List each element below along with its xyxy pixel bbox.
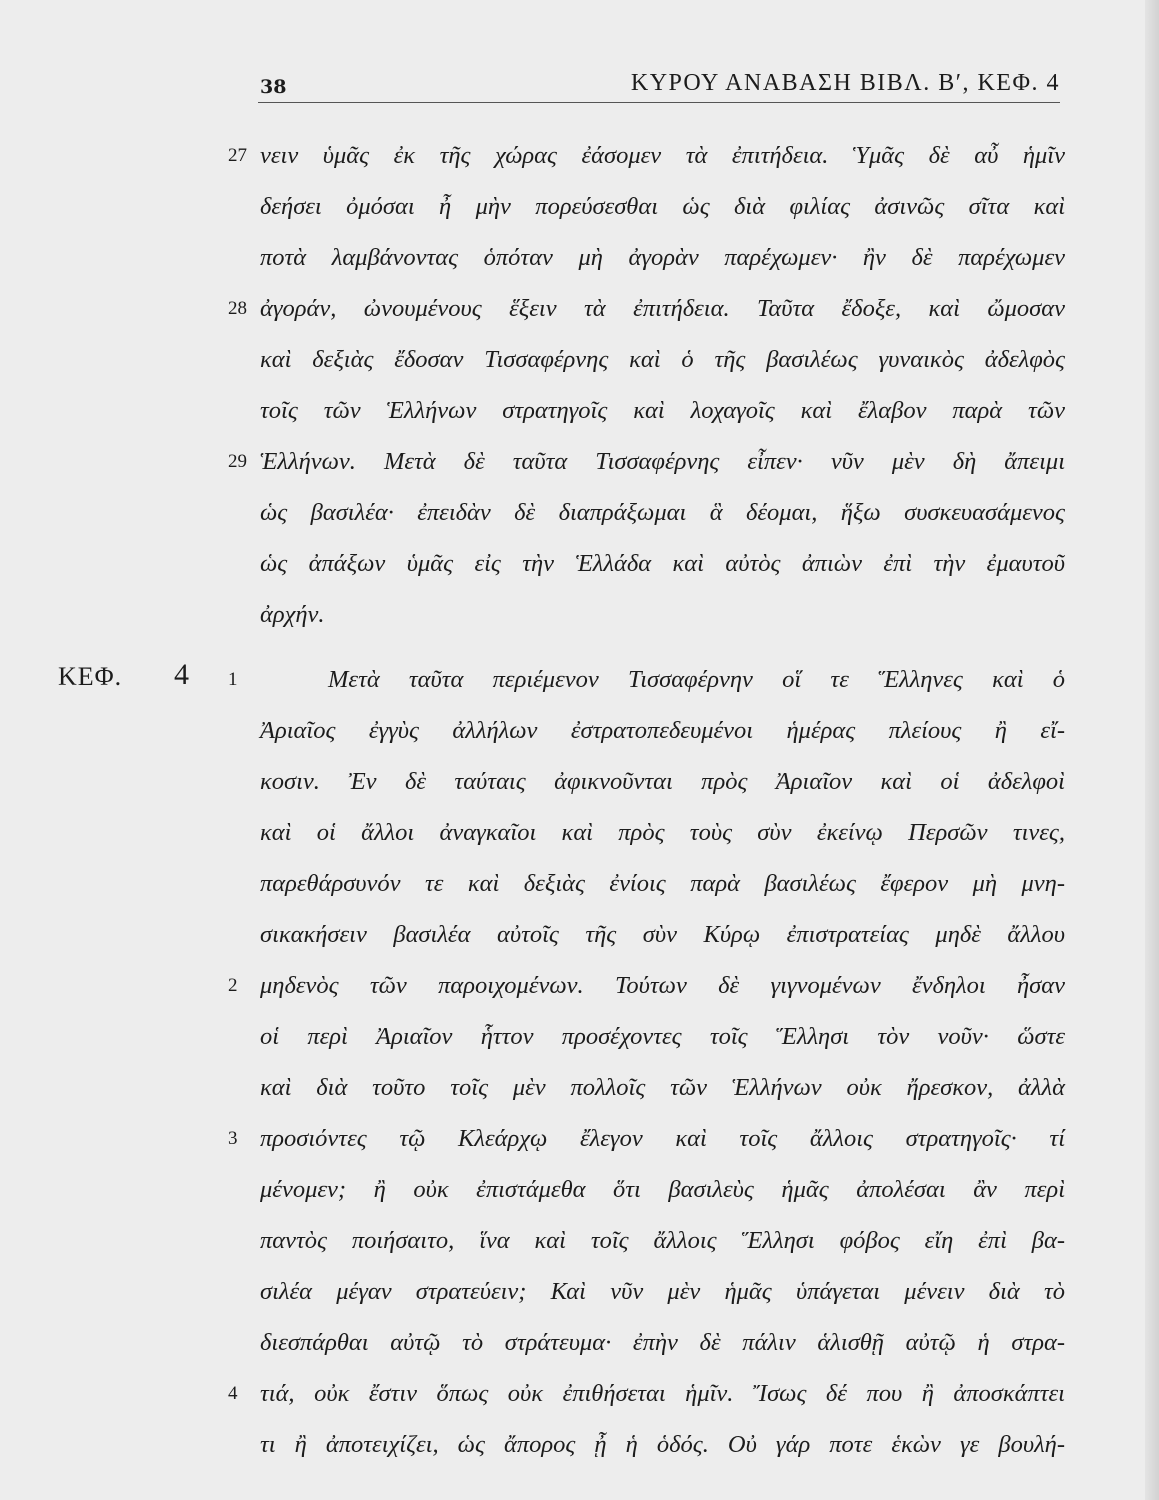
text-line: παρεθάρσυνόν τε καὶ δεξιὰς ἐνίοις παρὰ βασιλέως ἔφερον μὴ μνη-	[260, 870, 1065, 897]
text-line: καὶ δεξιὰς ἔδοσαν Τισσαφέρνης καὶ ὁ τῆς βασιλέως γυναικὸς ἀδελφὸς	[260, 346, 1065, 373]
text-line: ὡς ἀπάξων ὑμᾶς εἰς τὴν Ἑλλάδα καὶ αὐτὸς ἀπιὼν ἐπὶ τὴν ἐμαυτοῦ	[260, 550, 1065, 577]
section-number: 27	[228, 145, 247, 166]
section-number: 1	[228, 669, 238, 690]
text-line: ποτὰ λαμβάνοντας ὁπόταν μὴ ἀγορὰν παρέχωμεν· ἢν δὲ παρέχωμεν	[260, 244, 1065, 271]
text-line: παντὸς ποιήσαιτο, ἵνα καὶ τοῖς ἄλλοις Ἕλλησι φόβος εἴη ἐπὶ βα-	[260, 1227, 1065, 1254]
running-header	[258, 66, 1060, 103]
section-number: 3	[228, 1128, 238, 1149]
page-edge	[1145, 0, 1159, 1500]
chapter-label: ΚΕΦ.	[58, 662, 123, 691]
text-line: τιά, οὐκ ἔστιν ὅπως οὐκ ἐπιθήσεται ἡμῖν. Ἴσως δέ που ἢ ἀποσκάπτει	[260, 1380, 1065, 1407]
text-line: Μετὰ ταῦτα περιέμενον Τισσαφέρνην οἵ τε Ἕλληνες καὶ ὁ	[328, 666, 1065, 693]
text-line: οἱ περὶ Ἀριαῖον ἧττον προσέχοντες τοῖς Ἕλλησι τὸν νοῦν· ὥστε	[260, 1023, 1065, 1050]
section-number: 2	[228, 975, 238, 996]
text-line: ἀγοράν, ὠνουμένους ἕξειν τὰ ἐπιτήδεια. Ταῦτα ἔδοξε, καὶ ὤμοσαν	[260, 295, 1065, 322]
chapter-number: 4	[174, 658, 189, 691]
text-line: κοσιν. Ἐν δὲ ταύταις ἀφικνοῦνται πρὸς Ἀριαῖον καὶ οἱ ἀδελφοὶ	[260, 768, 1065, 795]
text-line: τι ἢ ἀποτειχίζει, ὡς ἄπορος ᾖ ἡ ὁδός. Οὐ γάρ ποτε ἑκὼν γε βουλή-	[260, 1431, 1065, 1458]
text-line: σικακήσειν βασιλέα αὐτοῖς τῆς σὺν Κύρῳ ἐπιστρατείας μηδὲ ἄλλου	[260, 921, 1065, 948]
text-line: σιλέα μέγαν στρατεύειν; Καὶ νῦν μὲν ἡμᾶς ὑπάγεται μένειν διὰ τὸ	[260, 1278, 1065, 1305]
text-line: μένομεν; ἢ οὐκ ἐπιστάμεθα ὅτι βασιλεὺς ἡμᾶς ἀπολέσαι ἂν περὶ	[260, 1176, 1065, 1203]
section-number: 29	[228, 451, 247, 472]
text-line: δεήσει ὀμόσαι ἦ μὴν πορεύσεσθαι ὡς διὰ φιλίας ἀσινῶς σῖτα καὶ	[260, 193, 1065, 220]
text-line: καὶ διὰ τοῦτο τοῖς μὲν πολλοῖς τῶν Ἑλλήνων οὐκ ἤρεσκον, ἀλλὰ	[260, 1074, 1065, 1101]
text-line: διεσπάρθαι αὐτῷ τὸ στράτευμα· ἐπὴν δὲ πάλιν ἁλισθῇ αὐτῷ ἡ στρα-	[260, 1329, 1065, 1356]
text-line: ὡς βασιλέα· ἐπειδὰν δὲ διαπράξωμαι ἃ δέομαι, ἥξω συσκευασάμενος	[260, 499, 1065, 526]
text-line: νειν ὑμᾶς ἐκ τῆς χώρας ἐάσομεν τὰ ἐπιτήδεια. Ὑμᾶς δὲ αὖ ἡμῖν	[260, 142, 1065, 169]
section-number: 28	[228, 298, 247, 319]
text-line: προσιόντες τῷ Κλεάρχῳ ἔλεγον καὶ τοῖς ἄλλοις στρατηγοῖς· τί	[260, 1125, 1065, 1152]
text-line: μηδενὸς τῶν παροιχομένων. Τούτων δὲ γιγνομένων ἔνδηλοι ἦσαν	[260, 972, 1065, 999]
page-number: 38	[260, 76, 287, 98]
text-line: ἀρχήν.	[260, 601, 325, 628]
text-line: τοῖς τῶν Ἑλλήνων στρατηγοῖς καὶ λοχαγοῖς καὶ ἔλαβον παρὰ τῶν	[260, 397, 1065, 424]
text-line: Ἀριαῖος ἐγγὺς ἀλλήλων ἐστρατοπεδευμένοι ἡμέρας πλείους ἢ εἴ-	[260, 717, 1065, 744]
section-number: 4	[228, 1383, 238, 1404]
text-line: Ἑλλήνων. Μετὰ δὲ ταῦτα Τισσαφέρνης εἶπεν· νῦν μὲν δὴ ἄπειμι	[260, 448, 1065, 475]
running-title: ΚΥΡΟΥ ΑΝΑΒΑΣΗ ΒΙΒΛ. Β′, ΚΕΦ. 4	[630, 70, 1060, 96]
text-line: καὶ οἱ ἄλλοι ἀναγκαῖοι καὶ πρὸς τοὺς σὺν ἐκείνῳ Περσῶν τινες,	[260, 819, 1065, 846]
